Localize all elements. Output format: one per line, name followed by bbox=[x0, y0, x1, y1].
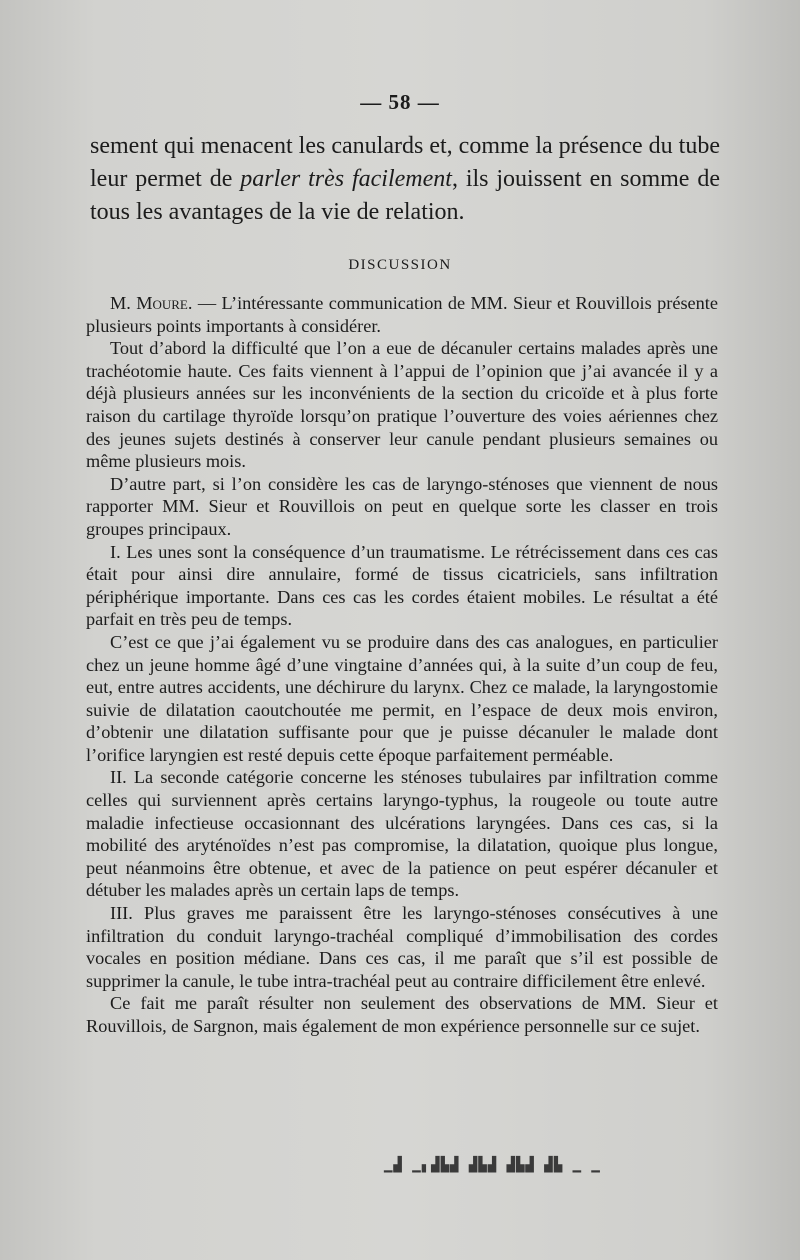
discussion-paragraph: Tout d’abord la difficulté que l’on a eue de décanuler certains malades après une trachéotomie haute. Ces faits viennent à l’appui de l’opinion que j’ai avancée il y a déjà plusieurs années sur les inconvénients de la section du cricoïde et à plus forte raison du cartilage thyroïde lorsqu’on pratique l’ouverture des voies aériennes chez des jeunes sujets destinés à conserver leur canule pendant plusieurs semaines ou même plusieurs mois. bbox=[86, 338, 718, 472]
discussion-paragraph: I. Les unes sont la conséquence d’un traumatisme. Le rétrécissement dans ces cas était pour ainsi dire annulaire, formé de tissus cicatriciels, sans infiltration périphérique importante. Dans ces cas les cordes étaient mobiles. Le résultat a été parfait en très peu de temps. bbox=[86, 541, 718, 630]
discussion-paragraph bbox=[86, 292, 718, 337]
discussion-paragraph: Ce fait me paraît résulter non seulement des observations de MM. Sieur et Rouvillois, de Sargnon, mais également de mon expérience personnelle sur ce sujet. bbox=[86, 993, 718, 1036]
lead-paragraph bbox=[90, 130, 720, 229]
print-artifact-marks: ▁▟ ▁▖▟▙▟ ▟▙▟ ▟▙▟ ▟▙ ▁ ▁ bbox=[384, 1157, 601, 1173]
discussion-paragraph: II. La seconde catégorie concerne les sténoses tubulaires par infiltration comme celles qui surviennent après certains laryngo-typhus, la rougeole ou toute autre maladie infectieuse occasionnant des ulcérations laryngées. Dans ces cas, si la mobilité des aryténoïdes n’est pas compromise, la dilatation, quoique plus longue, peut néanmoins être obtenue, et avec de la patience on peut espérer décanuler et détuber les malades après un certain laps de temps. bbox=[86, 767, 718, 901]
paragraph-text: — L’intéressante communication de MM. Sieur et Rouvillois présente plusieurs points importants à considérer. bbox=[86, 293, 719, 336]
section-heading: DISCUSSION bbox=[348, 257, 452, 273]
discussion-body bbox=[86, 292, 718, 1038]
discussion-paragraph: C’est ce que j’ai également vu se produire dans des cas analogues, en particulier chez un jeune homme âgé d’une vingtaine d’années qui, à la suite d’un coup de feu, eut, entre autres accidents, une déchirure du larynx. Chez ce malade, la laryngostomie suivie de dilatation caoutchoutée me permit, en l’espace de deux mois environ, d’obtenir une dilatation suffisante pour que je puisse décanuler le malade dont l’orifice laryngien est resté depuis cette époque parfaitement perméable. bbox=[86, 631, 718, 765]
lead-text-italic: parler très facilement bbox=[240, 166, 452, 192]
page-number: — 58 — bbox=[360, 90, 440, 114]
lead-text-after: , ils jouissent en somme de tous les avantages de la vie de relation. bbox=[90, 166, 720, 225]
continued-paragraph bbox=[90, 130, 720, 229]
lead-text-before: sement qui menacent les canulards et, comme la présence du tube leur permet de bbox=[90, 133, 720, 192]
discussion-paragraph: D’autre part, si l’on considère les cas de laryngo-sténoses que viennent de nous rapporter MM. Sieur et Rouvillois on peut en quelque sorte les classer en trois groupes principaux. bbox=[86, 473, 718, 539]
discussion-paragraph: III. Plus graves me paraissent être les laryngo-sténoses consécutives à une infiltration du conduit laryngo-trachéal compliqué d’immobilisation des cordes vocales en position médiane. Dans ces cas, il me paraît que s’il est possible de supprimer la canule, le tube intra-trachéal peut au contraire difficilement être enlevé. bbox=[86, 903, 718, 991]
speaker-name: M. Moure. bbox=[110, 293, 193, 313]
